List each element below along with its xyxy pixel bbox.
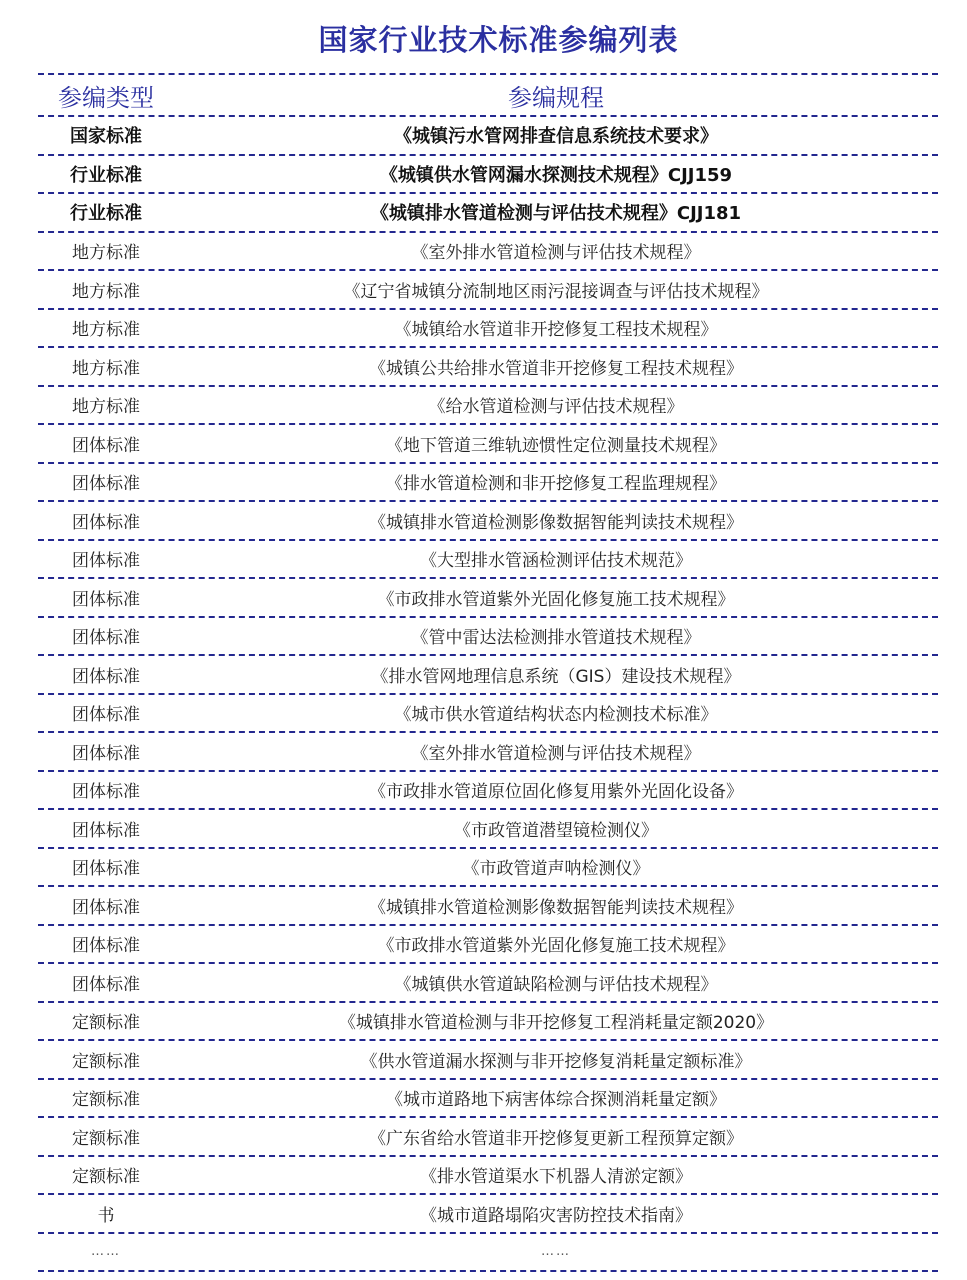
row-spec: 《辽宁省城镇分流制地区雨污混接调查与评估技术规程》 bbox=[343, 281, 769, 302]
row-type: 团体标准 bbox=[72, 859, 140, 880]
row-type: 书 bbox=[97, 1205, 115, 1226]
row-spec: 《室外排水管道检测与评估技术规程》 bbox=[411, 743, 701, 764]
table-row bbox=[38, 1118, 938, 1157]
row-type: 行业标准 bbox=[70, 164, 142, 186]
table-row bbox=[38, 310, 938, 349]
row-type: …… bbox=[91, 1244, 121, 1260]
table-row bbox=[38, 1234, 938, 1273]
table-row bbox=[38, 233, 938, 272]
row-spec: 《室外排水管道检测与评估技术规程》 bbox=[411, 243, 701, 264]
row-type: 团体标准 bbox=[72, 820, 140, 841]
table-row bbox=[38, 579, 938, 618]
row-type: 团体标准 bbox=[72, 551, 140, 572]
table-row bbox=[38, 1003, 938, 1042]
row-spec: 《城市道路塌陷灾害防控技术指南》 bbox=[420, 1205, 692, 1226]
row-type: 地方标准 bbox=[72, 397, 140, 418]
table-header bbox=[38, 73, 938, 117]
row-spec: 《市政排水管道紫外光固化修复施工技术规程》 bbox=[377, 936, 735, 957]
row-spec: 《大型排水管涵检测评估技术规范》 bbox=[420, 551, 692, 572]
row-type: 行业标准 bbox=[70, 203, 142, 225]
row-type: 定额标准 bbox=[72, 1090, 140, 1111]
row-type: 团体标准 bbox=[72, 897, 140, 918]
row-type: 团体标准 bbox=[72, 435, 140, 456]
row-spec: 《市政管道潜望镜检测仪》 bbox=[454, 820, 658, 841]
row-spec: 《城镇排水管道检测影像数据智能判读技术规程》 bbox=[369, 512, 743, 533]
row-spec: 《城镇排水管道检测与评估技术规程》CJJ181 bbox=[370, 203, 742, 225]
row-spec: 《城市道路地下病害体综合探测消耗量定额》 bbox=[386, 1090, 726, 1111]
table-body bbox=[38, 117, 938, 1272]
page-title: 国家行业技术标准参编列表 bbox=[318, 23, 679, 57]
standards-table bbox=[38, 73, 938, 1272]
row-type: 国家标准 bbox=[70, 126, 142, 148]
row-spec: 《广东省给水管道非开挖修复更新工程预算定额》 bbox=[369, 1128, 743, 1149]
row-type: 团体标准 bbox=[72, 974, 140, 995]
table-row bbox=[38, 810, 938, 849]
row-type: 定额标准 bbox=[72, 1013, 140, 1034]
row-spec: 《市政管道声呐检测仪》 bbox=[462, 859, 650, 880]
row-spec: 《城镇供水管道缺陷检测与评估技术规程》 bbox=[394, 974, 718, 995]
table-row bbox=[38, 618, 938, 657]
row-type: 定额标准 bbox=[72, 1051, 140, 1072]
table-row bbox=[38, 1195, 938, 1234]
table-row bbox=[38, 1080, 938, 1119]
table-row bbox=[38, 926, 938, 965]
table-row bbox=[38, 156, 938, 195]
row-spec: 《管中雷达法检测排水管道技术规程》 bbox=[411, 628, 701, 649]
table-row bbox=[38, 772, 938, 811]
row-type: 团体标准 bbox=[72, 936, 140, 957]
row-spec: …… bbox=[541, 1244, 571, 1260]
table-row bbox=[38, 849, 938, 888]
row-spec: 《给水管道检测与评估技术规程》 bbox=[428, 397, 684, 418]
row-spec: 《供水管道漏水探测与非开挖修复消耗量定额标准》 bbox=[360, 1051, 752, 1072]
table-row bbox=[38, 425, 938, 464]
row-spec: 《排水管网地理信息系统（GIS）建设技术规程》 bbox=[371, 666, 741, 687]
table-row bbox=[38, 271, 938, 310]
row-spec: 《市政排水管道紫外光固化修复施工技术规程》 bbox=[377, 589, 735, 610]
table-row bbox=[38, 733, 938, 772]
table-row bbox=[38, 194, 938, 233]
table-row bbox=[38, 1041, 938, 1080]
table-row bbox=[38, 964, 938, 1003]
row-type: 地方标准 bbox=[72, 281, 140, 302]
row-type: 团体标准 bbox=[72, 743, 140, 764]
row-type: 团体标准 bbox=[72, 474, 140, 495]
row-type: 团体标准 bbox=[72, 666, 140, 687]
table-row bbox=[38, 1157, 938, 1196]
table-row bbox=[38, 387, 938, 426]
table-row bbox=[38, 117, 938, 156]
row-type: 团体标准 bbox=[72, 589, 140, 610]
row-spec: 《市政排水管道原位固化修复用紫外光固化设备》 bbox=[369, 782, 743, 803]
table-row bbox=[38, 695, 938, 734]
row-type: 团体标准 bbox=[72, 512, 140, 533]
row-spec: 《城镇污水管网排查信息系统技术要求》 bbox=[394, 126, 718, 148]
row-spec: 《城镇公共给排水管道非开挖修复工程技术规程》 bbox=[369, 358, 743, 379]
table-row bbox=[38, 464, 938, 503]
table-row bbox=[38, 348, 938, 387]
row-type: 地方标准 bbox=[72, 358, 140, 379]
row-spec: 《城镇排水管道检测影像数据智能判读技术规程》 bbox=[369, 897, 743, 918]
table-row bbox=[38, 541, 938, 580]
row-type: 团体标准 bbox=[72, 705, 140, 726]
header-type: 参编类型 bbox=[58, 83, 154, 112]
header-spec: 参编规程 bbox=[508, 83, 604, 112]
row-type: 地方标准 bbox=[72, 243, 140, 264]
row-type: 地方标准 bbox=[72, 320, 140, 341]
row-spec: 《城镇给水管道非开挖修复工程技术规程》 bbox=[394, 320, 718, 341]
row-type: 团体标准 bbox=[72, 782, 140, 803]
row-spec: 《地下管道三维轨迹惯性定位测量技术规程》 bbox=[386, 435, 726, 456]
row-type: 团体标准 bbox=[72, 628, 140, 649]
row-type: 定额标准 bbox=[72, 1128, 140, 1149]
table-row bbox=[38, 656, 938, 695]
row-spec: 《城市供水管道结构状态内检测技术标准》 bbox=[394, 705, 718, 726]
row-spec: 《城镇供水管网漏水探测技术规程》CJJ159 bbox=[379, 164, 733, 186]
row-spec: 《城镇排水管道检测与非开挖修复工程消耗量定额2020》 bbox=[338, 1013, 774, 1034]
row-spec: 《排水管道渠水下机器人清淤定额》 bbox=[420, 1167, 692, 1188]
table-row bbox=[38, 502, 938, 541]
row-spec: 《排水管道检测和非开挖修复工程监理规程》 bbox=[386, 474, 726, 495]
row-type: 定额标准 bbox=[72, 1167, 140, 1188]
table-row bbox=[38, 887, 938, 926]
